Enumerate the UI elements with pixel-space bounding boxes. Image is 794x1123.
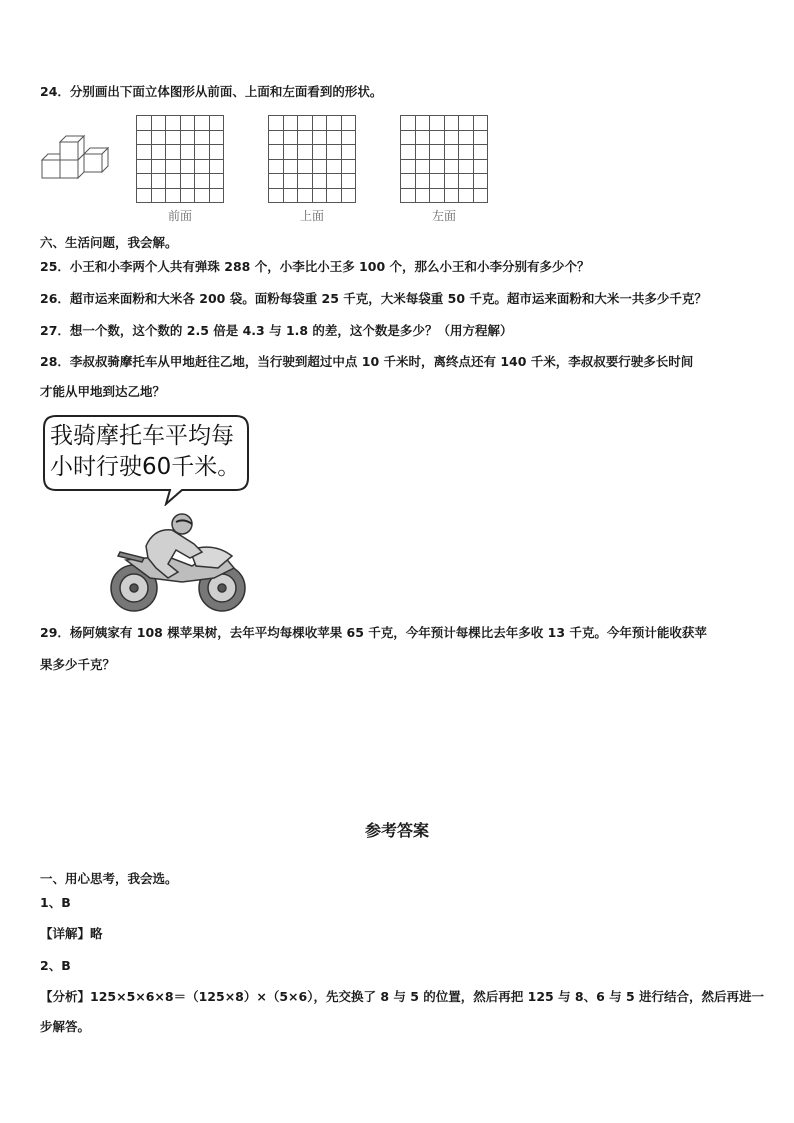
answers-section-1: 一、用心思考，我会选。 [40, 871, 178, 886]
grid-label-top: 上面 [299, 209, 324, 223]
grid-label-front: 前面 [167, 209, 192, 223]
answer-2: 2、B [40, 958, 71, 973]
grid-front [136, 115, 224, 223]
question-25-text: 25．小王和小李两个人共有弹珠 288 个，小李比小王多 100 个，那么小王和小李分别有多少个？ [40, 259, 590, 274]
bubble-line1: 我骑摩托车平均每 [50, 423, 234, 449]
question-29-line1: 29．杨阿姨家有 108 棵苹果树，去年平均每棵收苹果 65 千克，今年预计每棵比去年多收 13 千克。今年预计能收获苹 [40, 625, 707, 640]
cube-figure [40, 134, 110, 184]
answer-1: 1、B [40, 895, 71, 910]
section-6-heading: 六、生活问题，我会解。 [40, 235, 178, 250]
grid-left [400, 115, 488, 223]
question-24-text: 24．分别画出下面立体图形从前面、上面和左面看到的形状。 [40, 84, 383, 99]
question-27-text: 27．想一个数，这个数的 2.5 倍是 4.3 与 1.8 的差，这个数是多少？（用方程解） [40, 323, 513, 338]
bubble-line2: 小时行驶60千米。 [50, 454, 241, 480]
grid-top [268, 115, 356, 223]
question-28-line2: 才能从甲地到达乙地？ [40, 384, 166, 399]
answers-title: 参考答案 [364, 821, 429, 840]
grid-label-left: 左面 [431, 209, 456, 223]
question-28-line1: 28．李叔叔骑摩托车从甲地赶往乙地，当行驶到超过中点 10 千米时，离终点还有 140 千米，李叔叔要行驶多长时间 [40, 354, 694, 369]
answer-1-detail: 【详解】略 [40, 926, 103, 941]
question-29-line2: 果多少千克？ [40, 657, 116, 672]
motorcycle-illustration [106, 512, 248, 614]
answer-2-analysis-line1: 【分析】125×5×6×8＝（125×8）×（5×6），先交换了 8 与 5 的位置，然后再把 125 与 8、6 与 5 进行结合，然后再进一 [40, 989, 765, 1004]
answer-2-analysis-line2: 步解答。 [40, 1019, 91, 1034]
question-26-text: 26．超市运来面粉和大米各 200 袋。面粉每袋重 25 千克，大米每袋重 50 千克。超市运来面粉和大米一共多少千克？ [40, 291, 707, 306]
